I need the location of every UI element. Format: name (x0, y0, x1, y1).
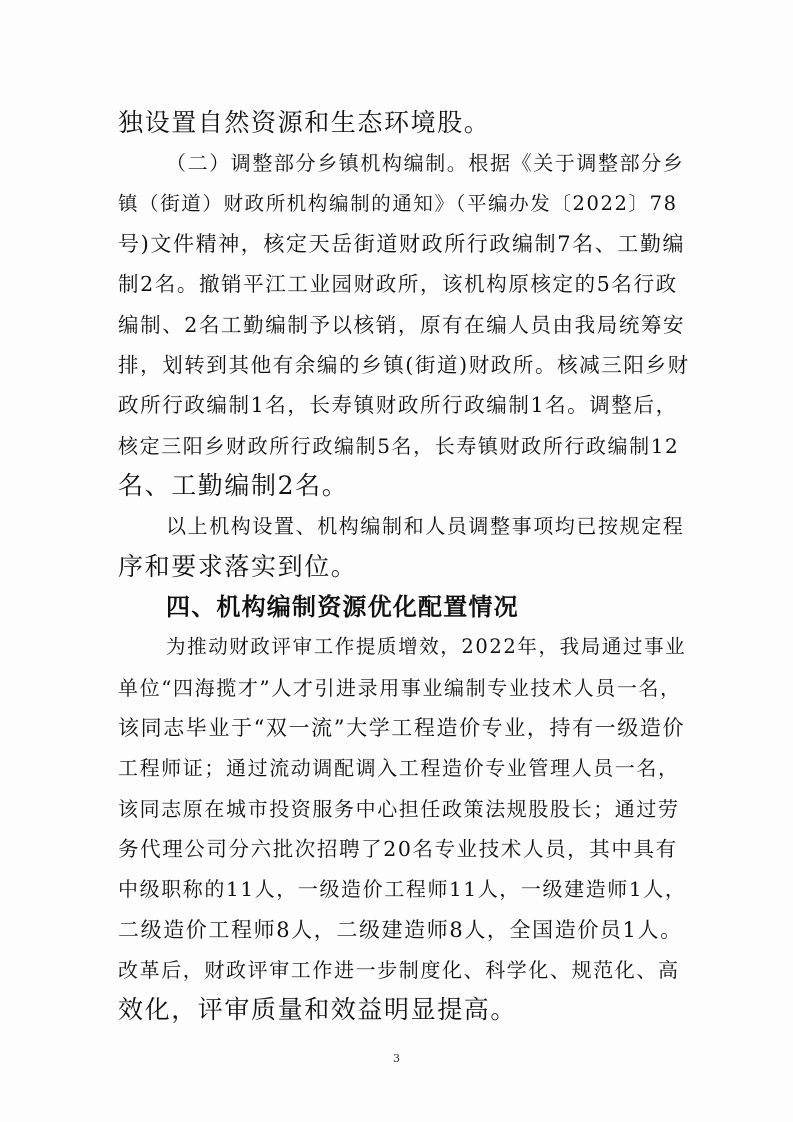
text-line-7: 排，划转到其他有余编的乡镇(街道)财政所。核减三阳乡财 (118, 353, 690, 377)
text-line-20: 中级职称的11人，一级造价工程师11人，一级建造师1人， (118, 877, 687, 901)
text-line-12: 序和要求落实到位。 (118, 552, 358, 581)
text-line-8: 政所行政编制1名，长寿镇财政所行政编制1名。调整后， (118, 393, 678, 417)
text-line-22: 改革后，财政评审工作进一步制度化、科学化、规范化、高 (118, 958, 680, 982)
text-line-3: 镇（街道）财政所机构编制的通知》（平编办发〔2022〕78 (118, 192, 678, 215)
text-line-18: 该同志原在城市投资服务中心担任政策法规股股长；通过劳 (118, 797, 680, 821)
text-line-2: （二）调整部分乡镇机构编制。根据《关于调整部分乡 (166, 151, 685, 175)
section-heading: 四、机构编制资源优化配置情况 (166, 593, 519, 621)
text-line-1: 独设置自然资源和生态环境股。 (118, 108, 491, 137)
text-line-19: 务代理公司分六批次招聘了20名专业技术人员，其中具有 (118, 837, 678, 861)
text-line-11: 以上机构设置、机构编制和人员调整事项均已按规定程 (166, 514, 685, 538)
text-line-9: 核定三阳乡财政所行政编制5名，长寿镇财政所行政编制12 (118, 434, 680, 458)
text-line-14: 为推动财政评审工作提质增效，2022年，我局通过事业 (166, 635, 687, 658)
text-line-23: 效化，评审质量和效益明显提高。 (118, 995, 518, 1024)
text-line-21: 二级造价工程师8人，二级建造师8人，全国造价员1人。 (118, 918, 683, 942)
text-line-10: 名、工勤编制2名。 (118, 471, 349, 500)
page-number: 3 (393, 1052, 400, 1065)
text-line-15: 单位“四海揽才”人才引进录用事业编制专业技术人员一名， (118, 676, 682, 700)
text-line-17: 工程师证；通过流动调配调入工程造价专业管理人员一名， (118, 756, 680, 780)
text-line-5: 制2名。撤销平江工业园财政所，该机构原核定的5名行政 (118, 272, 678, 296)
text-line-4: 号)文件精神，核定天岳街道财政所行政编制7名、工勤编 (118, 232, 686, 256)
text-line-16: 该同志毕业于“双一流”大学工程造价专业，持有一级造价 (118, 716, 686, 740)
text-line-6: 编制、2名工勤编制予以核销，原有在编人员由我局统筹安 (118, 313, 686, 337)
